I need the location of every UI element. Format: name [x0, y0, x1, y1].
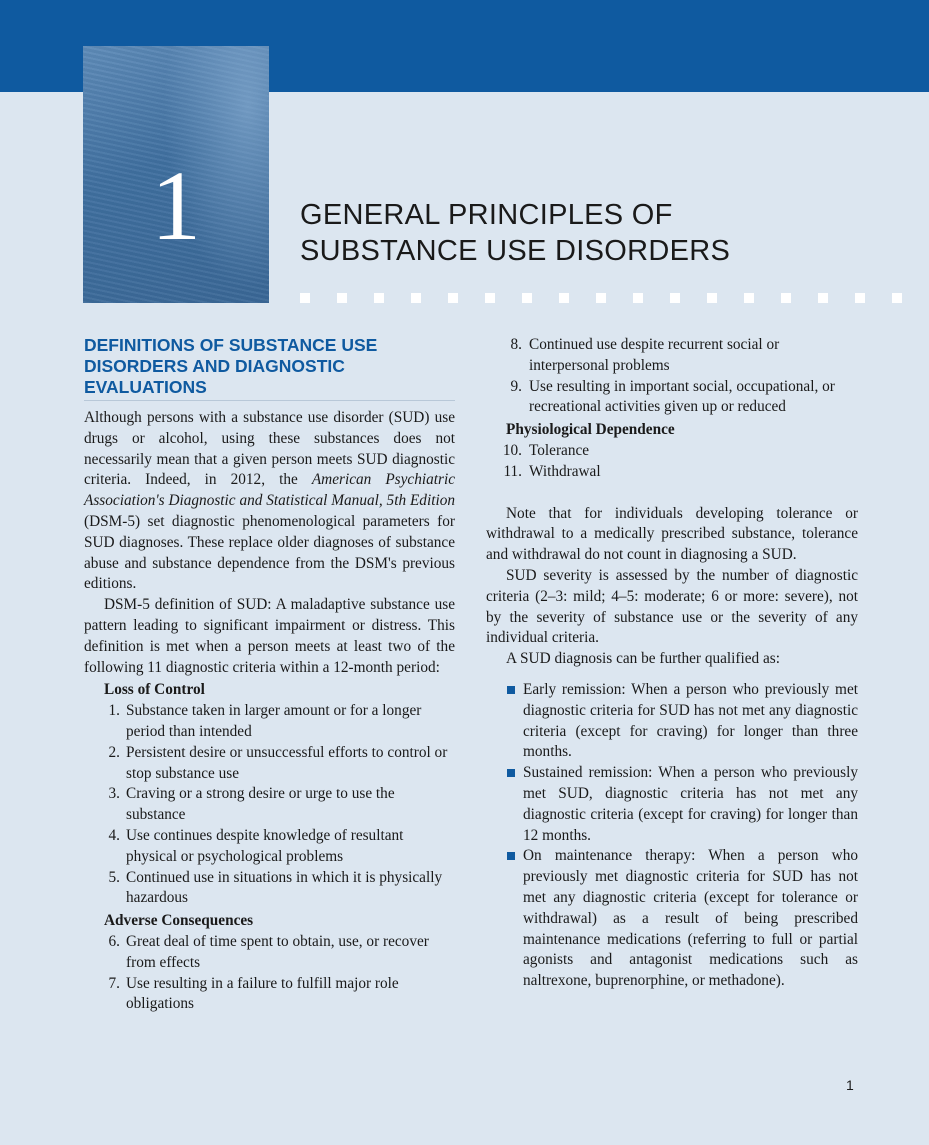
chapter-number: 1: [151, 150, 201, 261]
section-heading-line3: EVALUATIONS: [84, 377, 207, 397]
criterion-item: [84, 701, 455, 743]
dot: [781, 293, 791, 303]
qualifier-item: [486, 846, 858, 992]
severity-paragraph: SUD severity is assessed by the number of diagnostic criteria (2–3: mild; 4–5: moderate; 6 or more: severe), not by the severity of substance use or the severity of any individual criteria.: [486, 566, 858, 647]
dot: [448, 293, 458, 303]
dot: [707, 293, 717, 303]
criterion-item: [84, 826, 455, 868]
dot: [633, 293, 643, 303]
criteria-list-loss-of-control: [84, 701, 455, 909]
qualifier-text: Sustained remission: When a person who previously met SUD, diagnostic criteria has not met any diagnostic criteria (except for craving) for longer than 12 months.: [523, 764, 858, 844]
criterion-item: [84, 974, 455, 1016]
qualifier-item: [486, 763, 858, 846]
qualifier-intro-paragraph: A SUD diagnosis can be further qualified as:: [506, 650, 781, 668]
criteria-list-physiological-dependence: [486, 441, 858, 483]
criterion-number: 9.: [510, 377, 522, 395]
criterion-number: 2.: [108, 743, 120, 761]
dsm5-definition-paragraph: DSM-5 definition of SUD: A maladaptive substance use pattern leading to significant impairment or distress. This definition is met when a person meets at least two of the following 11 diagnostic criteria within a 12-month period:: [84, 596, 455, 676]
intro-paragraph: [84, 408, 455, 595]
chapter-number-panel: [83, 46, 269, 303]
group-heading-loss-of-control: Loss of Control: [104, 681, 205, 699]
criterion-text: Use resulting in important social, occupational, or recreational activities given up or reduced: [529, 377, 835, 416]
intro-text-b: (DSM-5) set diagnostic phenomenological parameters for SUD diagnoses. These replace older diagnoses of substance abuse and substance dependence from the DSM's previous editions.: [84, 512, 455, 593]
criterion-number: 6.: [108, 932, 120, 950]
criteria-list-adverse-consequences: [84, 932, 455, 1015]
criterion-item: [84, 868, 455, 910]
dot: [522, 293, 532, 303]
page-number: 1: [846, 1077, 854, 1093]
qualifier-text: Early remission: When a person who previously met diagnostic criteria for SUD has not met any diagnostic criteria (except for craving) for longer than three months.: [523, 680, 858, 761]
chapter-title: [300, 197, 730, 269]
criterion-text: Tolerance: [529, 441, 590, 459]
dot: [892, 293, 902, 303]
criterion-text: Use resulting in a failure to fulfill major role obligations: [126, 974, 399, 1013]
criterion-item: [486, 441, 858, 462]
section-heading-line2: DISORDERS AND DIAGNOSTIC: [84, 356, 345, 376]
qualifier-text: On maintenance therapy: When a person who previously met diagnostic criteria for SUD has not met any diagnostic criteria (except for tolerance or withdrawal) as a result of being prescribed maintenance medications (referring to full or partial agonists and antagonist medications such as naltrexone, buprenorphine, or methadone).: [523, 847, 858, 990]
square-bullet-icon: [507, 686, 515, 694]
criterion-text: Continued use in situations in which it is physically hazardous: [126, 868, 443, 907]
section-heading: [84, 335, 455, 401]
criteria-list-adverse-consequences-continued: [486, 335, 858, 418]
dot: [855, 293, 865, 303]
square-bullet-icon: [507, 852, 515, 860]
criterion-text: Withdrawal: [529, 462, 601, 480]
dot: [596, 293, 606, 303]
dot: [485, 293, 495, 303]
criterion-item: [486, 335, 858, 377]
left-column: [84, 335, 455, 1015]
group-heading-adverse-consequences: Adverse Consequences: [104, 912, 254, 930]
qualifier-item: [486, 680, 858, 763]
square-bullet-icon: [507, 769, 515, 777]
section-heading-line1: DEFINITIONS OF SUBSTANCE USE: [84, 335, 378, 355]
dot: [818, 293, 828, 303]
criterion-number: 3.: [108, 785, 120, 803]
criterion-number: 1.: [108, 702, 120, 720]
criterion-number: 7.: [108, 974, 120, 992]
criterion-item: [84, 784, 455, 826]
criterion-number: 4.: [108, 826, 120, 844]
criterion-number: 5.: [108, 868, 120, 886]
criterion-text: Continued use despite recurrent social or interpersonal problems: [529, 336, 780, 374]
dot: [670, 293, 680, 303]
dot: [411, 293, 421, 303]
criterion-text: Great deal of time spent to obtain, use, or recover from effects: [126, 932, 429, 971]
criterion-text: Substance taken in larger amount or for a longer period than intended: [126, 702, 422, 740]
criterion-number: 11.: [503, 462, 522, 480]
group-heading-physiological-dependence: Physiological Dependence: [506, 421, 675, 439]
criterion-number: 8.: [510, 336, 522, 353]
criterion-text: Use continues despite knowledge of resultant physical or psychological problems: [126, 826, 404, 865]
criterion-number: 10.: [502, 441, 522, 459]
criterion-text: Craving or a strong desire or urge to use the substance: [126, 785, 395, 824]
dot: [559, 293, 569, 303]
tolerance-note-paragraph: Note that for individuals developing tolerance or withdrawal to a medically prescribed substance, tolerance and withdrawal do not count in diagnosing a SUD.: [486, 504, 858, 564]
dot: [374, 293, 384, 303]
chapter-title-line2: SUBSTANCE USE DISORDERS: [300, 235, 731, 267]
dot: [337, 293, 347, 303]
right-column: [486, 335, 858, 992]
criterion-item: [84, 743, 455, 785]
chapter-title-line1: GENERAL PRINCIPLES OF: [300, 199, 673, 231]
qualifier-list: [486, 680, 858, 992]
criterion-item: [84, 932, 455, 974]
dsm-title: American Psychiatric Association's Diagnostic and Statistical Manual, 5th Edition: [84, 471, 455, 510]
title-dot-rule: [300, 293, 929, 303]
criterion-item: [486, 462, 858, 483]
dot: [744, 293, 754, 303]
intro-text-a: Although persons with a substance use disorder (SUD) use drugs or alcohol, using these substances does not necessarily mean that a given person meets SUD diagnostic criteria. Indeed, in 2012, the: [84, 409, 455, 489]
criterion-text: Persistent desire or unsuccessful efforts to control or stop substance use: [126, 743, 448, 782]
dot: [300, 293, 310, 303]
criterion-item: [486, 377, 858, 419]
